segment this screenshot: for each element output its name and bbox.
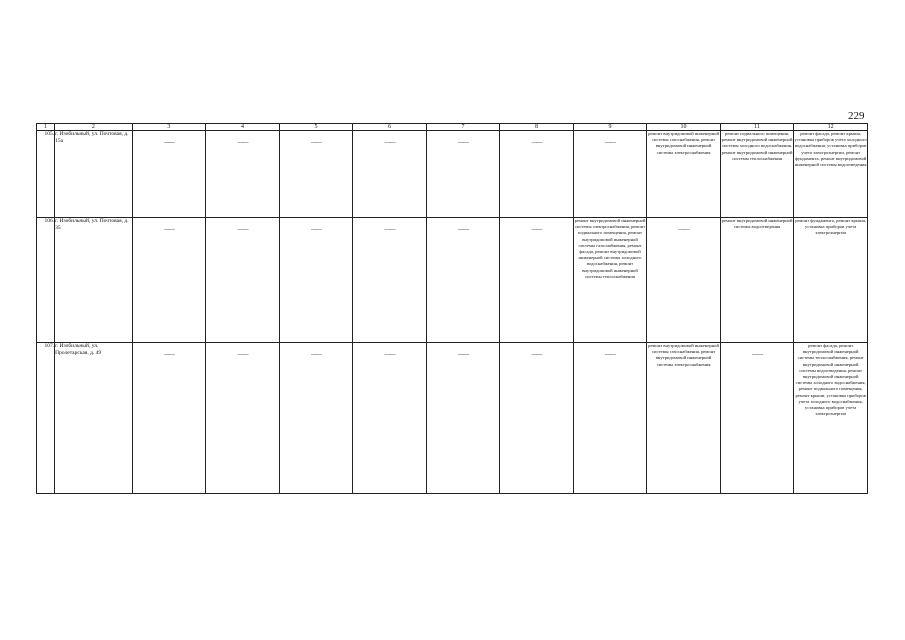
empty-cell [426, 218, 500, 343]
dash-mark: —— [310, 227, 321, 233]
column-header: 2 [55, 124, 133, 131]
row-number: 105. [37, 131, 55, 218]
row-address: г. Изобильный, ул. Пролетарская, д. 49 [55, 343, 133, 494]
dash-mark: —— [237, 227, 248, 233]
dash-mark: —— [310, 352, 321, 358]
empty-cell [279, 218, 353, 343]
empty-cell [132, 131, 206, 218]
empty-cell [206, 343, 280, 494]
dash-mark: —— [163, 352, 174, 358]
column-header: 12 [794, 124, 868, 131]
work-cell: ремонт внутридомовой инженерной системы водоотведения [720, 218, 794, 343]
column-header: 4 [206, 124, 280, 131]
dash-mark: —— [457, 352, 468, 358]
dash-mark: —— [605, 352, 616, 358]
empty-cell [279, 343, 353, 494]
empty-cell [500, 218, 574, 343]
empty-cell [573, 131, 647, 218]
dash-mark: —— [237, 352, 248, 358]
dash-mark: —— [310, 140, 321, 146]
empty-cell [426, 343, 500, 494]
dash-mark: —— [237, 140, 248, 146]
header-row [37, 124, 868, 131]
work-cell: ремонт фасада, ремонт внутридомовой инженерной системы теплоснабжения, ремонт внутридомовой инженерной системы водоотведения, ремонт внутридомовой инженерной системы холодного водоснабжения, ремонт подвального помещения, ремонт крыши, установка приборов учета холодного водоснабжения, установка приборов учета электроэнергии [794, 343, 868, 494]
column-header: 8 [500, 124, 574, 131]
dash-mark: —— [163, 227, 174, 233]
dash-mark: —— [678, 227, 689, 233]
column-header: 1 [37, 124, 55, 131]
empty-cell [720, 343, 794, 494]
empty-cell [353, 131, 427, 218]
empty-cell [426, 131, 500, 218]
table-row [37, 343, 868, 494]
work-cell: ремонт фасада, ремонт крыши, установка приборов учета холодного водоснабжения, установка приборов учета электроэнергии, ремонт фундамента, ремонт внутридомовой инженерной системы водоотведения [794, 131, 868, 218]
row-number: 106. [37, 218, 55, 343]
dash-mark: —— [457, 140, 468, 146]
empty-cell [573, 343, 647, 494]
table-row [37, 131, 868, 218]
empty-cell [206, 218, 280, 343]
dash-mark: —— [163, 140, 174, 146]
dash-mark: —— [384, 352, 395, 358]
row-address: г. Изобильный, ул. Почтовая, д. 15а [55, 131, 133, 218]
empty-cell [353, 343, 427, 494]
column-header: 7 [426, 124, 500, 131]
empty-cell [500, 131, 574, 218]
column-header: 11 [720, 124, 794, 131]
page-number: 229 [848, 110, 865, 122]
work-cell: ремонт внутридомовой инженерной системы электроснабжения, ремонт подвального помещения, ремонт внутридомовой инженерной системы газоснабжения, ремонт фасада, ремонт внутридомовой инженерной системы холодного водоснабжения, ремонт внутридомовой инженерной системы теплоснабжения [573, 218, 647, 343]
empty-cell [132, 218, 206, 343]
column-header: 5 [279, 124, 353, 131]
work-cell: ремонт внутридомовой инженерной системы газоснабжения, ремонт внутридомовой инженерной системы электроснабжения [647, 343, 721, 494]
work-cell: ремонт внутридомовой инженерной системы газоснабжения, ремонт внутридомовой инженерной системы электроснабжения [647, 131, 721, 218]
empty-cell [206, 131, 280, 218]
work-cell: ремонт подвального помещения, ремонт внутридомовой инженерной системы холодного водоснабжения, ремонт внутридомовой инженерной системы теплоснабжения [720, 131, 794, 218]
repair-schedule-table [36, 123, 868, 494]
empty-cell [353, 218, 427, 343]
empty-cell [647, 218, 721, 343]
dash-mark: —— [531, 140, 542, 146]
row-address: г. Изобильный, ул. Почтовая, д. 35 [55, 218, 133, 343]
column-header: 3 [132, 124, 206, 131]
empty-cell [132, 343, 206, 494]
column-header: 10 [647, 124, 721, 131]
dash-mark: —— [605, 140, 616, 146]
empty-cell [500, 343, 574, 494]
dash-mark: —— [752, 352, 763, 358]
row-number: 107. [37, 343, 55, 494]
dash-mark: —— [531, 352, 542, 358]
empty-cell [279, 131, 353, 218]
table-row [37, 218, 868, 343]
dash-mark: —— [384, 227, 395, 233]
column-header: 9 [573, 124, 647, 131]
column-header: 6 [353, 124, 427, 131]
dash-mark: —— [457, 227, 468, 233]
work-cell: ремонт фундамента, ремонт крыши, установка приборов учета электроэнергии [794, 218, 868, 343]
dash-mark: —— [384, 140, 395, 146]
dash-mark: —— [531, 227, 542, 233]
